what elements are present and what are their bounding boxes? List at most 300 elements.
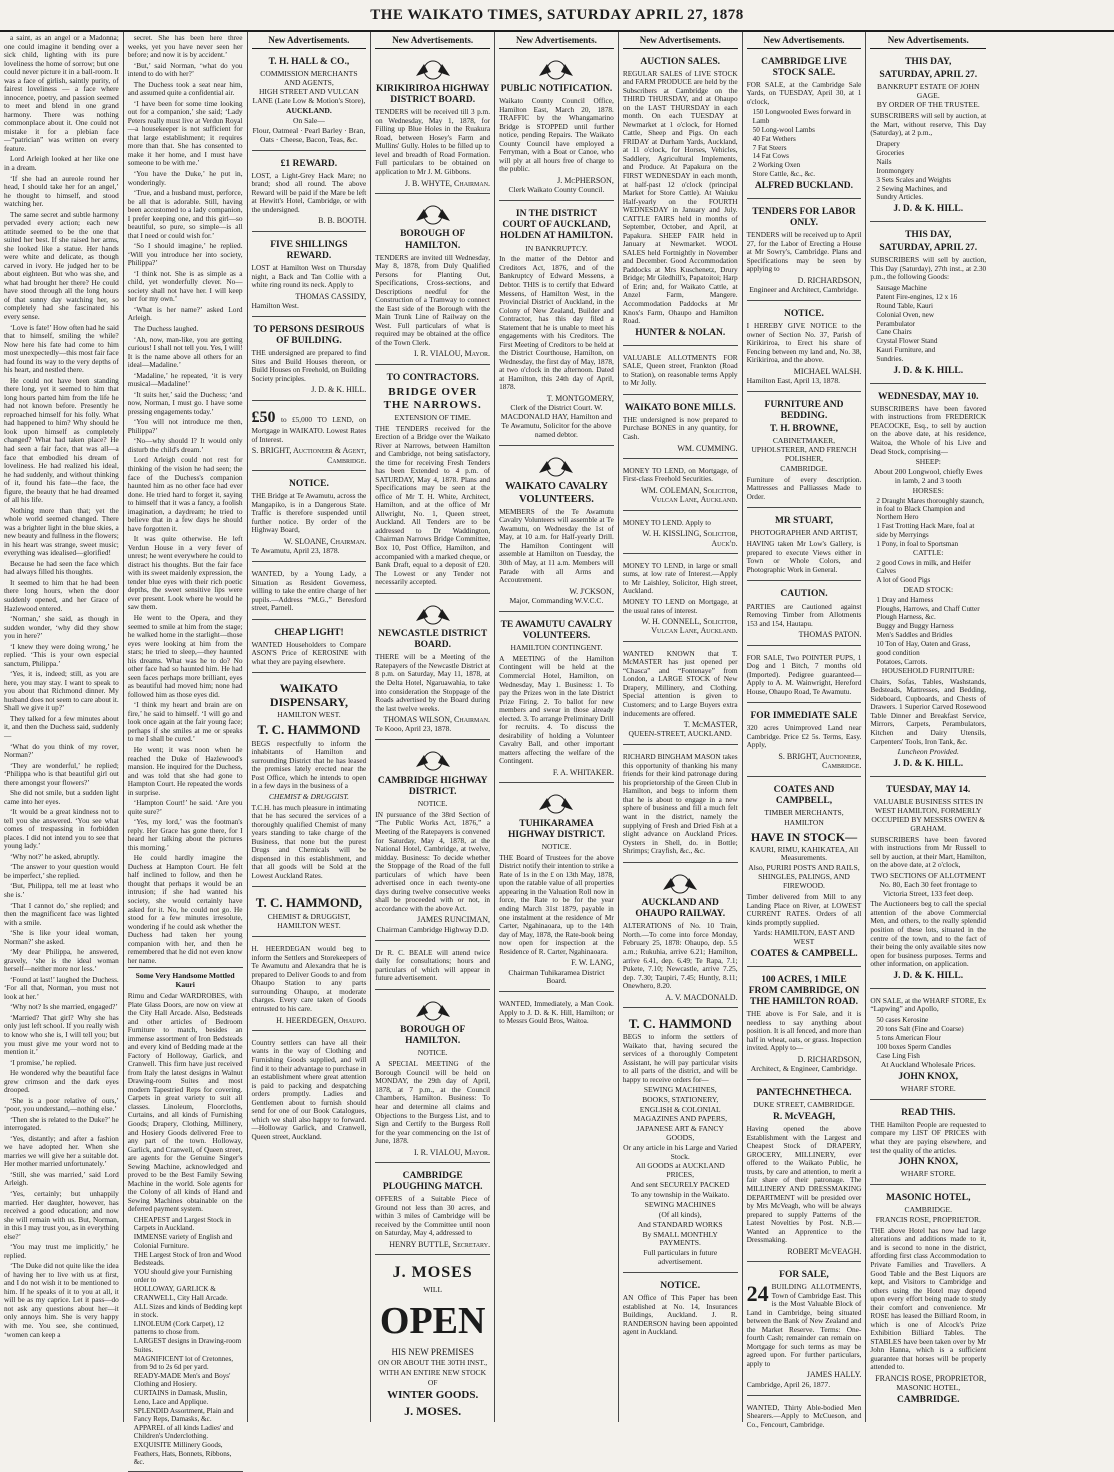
country-body: Country settlers can have all their wants in the way of Clothing and Furnishing Goods supplied, and will find it to their advantage to purchase in an establishment where great attention is paid to packing and despatching orders promptly. Ladies and Gentlemen about to furnish should send for one of our Book Catalogues, which we shall also happy to forward.—Holloway Garlick, and Cranwell, Queen street, Auckland. xyxy=(251,1037,367,1141)
fence-notice-place: Hamilton East, April 13, 1878. xyxy=(746,376,841,386)
masonic-body: THE above Hotel has now had large alterations and additions made to it, and is second to none in the district, affording first class Accommodation to Private Families and Travellers. A Good Table and the Best Liquors are kept, and Visitors to Cambridge and others using the Hotel may depend upon every effort being made to study their comfort and convenience. Mr ROSE has leased the Billiard Room, in which is one of Alcock's Prize Exhibition Billiard Tables. The STABLES have been taken over by Mr John Hanna, which is a sufficient guarantee that horses will be properly attended to. xyxy=(870,1225,987,1372)
day1-body: SUBSCRIBERS will sell by auction, at the Mart, without reserve, This Day (Saturday), at 2 p.m., xyxy=(870,111,987,138)
masonic-sig: FRANCIS ROSE, PROPRIETOR, xyxy=(875,1373,987,1383)
newcastle-body: THERE will be a Meeting of the Ratepayers of the Newcastle District at 8 p.m. on Saturday, May 11, 1878, at the Delta Hotel, Ngaruawahia, to take into consideration the Stoppage of the Roads advertised by the Board during the last twelve weeks. xyxy=(375,652,491,713)
furniture-ad-body: Rimu and Cedar WARDROBES, with Plate Glass Doors, are now on view at the City Hall Arcade. Also, Bedsteads and other articles of Bedroom Furniture to match, besides an immense assortment of Iron Bedsteads and every kind of Bedding made at the Factory of Holloway, Garlick, and Cranwell. This firm have just received from Italy the latest designs in Walnut Drawing-room Suites and most modern Tapestried Reps for covering. Carpets in great variety to suit all classes. Linoleum, Floorcloths, Curtains, and all kinds of Furnishing Goods; Drapery, Clothing, Millinery, and Hosiery Goods delivered Free to any part of the town. Holloway, Garlick, and Cranwell, of Queen street, are agents for the Genuine Singer's Sewing Machine, acknowledged and proved to be the Best Family Sewing Machine in the world. Sole agents for the Colony of all kinds of Hand and Sewing Machines obtainable on the deferred payment system. xyxy=(127,991,243,1214)
day1-item: Drapery xyxy=(876,139,900,148)
contractors-ad xyxy=(375,368,490,594)
story-paragraph: ‘Why not?’ he asked, abruptly. xyxy=(10,851,100,861)
reward5-title: FIVE SHILLINGS REWARD. xyxy=(270,239,348,261)
mcmaster-ad xyxy=(623,645,738,745)
story-paragraph: secret. She has been here three weeks, yet you have never seen her before; and now it is by accident.’ xyxy=(127,33,243,60)
hall-sub: COMMISSION MERCHANTS AND AGENTS, xyxy=(260,68,358,87)
pan-body: Having opened the above Establishment with the Largest and Cheapest Stock of DRAPERY, GROCERY, MILLINERY, ever offered to the Waikato Public, he trusts, by care and attention, to merit a fair share of their patronage. The MILLINERY AND DRESSMAKING DEPARTMENT will be presided over by Mrs McVeagh, who will be always prepared to supply Patterns of the Latest Novelties by Post. N.B.—Wanted an Apprentice to the Dressmaking. xyxy=(746,1124,862,1245)
hammond2-item: SEWING MACHINES, xyxy=(643,1085,717,1095)
fence-notice-title: NOTICE. xyxy=(784,308,824,319)
bridge-notice-title: NOTICE. xyxy=(288,479,329,489)
royal-crest-icon xyxy=(533,455,579,477)
mcmaster-sig: T. McMASTER, xyxy=(683,720,738,730)
cavalry-sig: W. J'CKSON, xyxy=(569,586,614,596)
day2-sale-ad xyxy=(870,225,986,384)
contractors-sub: EXTENSION OF TIME. xyxy=(394,412,471,422)
furniture-ad-item: CHEAPEST and Largest Stock in Carpets in Auckland. xyxy=(133,1215,231,1233)
furniture-ad-item: HOLLOWAY, GARLICK & CRANWELL, City Hall Arcade. xyxy=(133,1285,228,1302)
wharf-place: WHARF STORE. xyxy=(900,1083,956,1093)
stuart-body: HAVING taken Mr Low's Gallery, is prepared to execute Views either in Town or Whole Colors, and Photographic Work in General. xyxy=(746,539,862,574)
moses-of: OF xyxy=(427,1377,438,1387)
loan-amount: £50 xyxy=(251,408,276,426)
story-paragraph: ‘I promise,’ he replied. xyxy=(10,1057,77,1067)
masonic-prop: FRANCIS ROSE, PROPRIETOR. xyxy=(875,1215,981,1225)
tuhikaramea-title: TUHIKARAMEA HIGHWAY DISTRICT. xyxy=(508,818,605,840)
auction-title: AUCTION SALES. xyxy=(640,56,721,67)
reward5-ad xyxy=(252,235,367,317)
story-paragraph: He went to the Opera, and they seemed to smile at him from the stage; he walked home in the starlight—those eyes were looking at him from the stars; he tried to sleep,—they haunted his dreams. What was he to do? No other face had so haunted him. He had seen faces perhaps more brilliant, eyes as beautiful had moved him; none had followed him as those eyes did. xyxy=(127,613,243,699)
moses-open: OPEN xyxy=(379,1299,486,1342)
caution-ad xyxy=(747,584,862,645)
allotments-ad xyxy=(623,349,738,395)
column-1-story xyxy=(0,32,124,1422)
royal-crest-icon xyxy=(657,872,703,894)
furniture-ad-item: LINOLEUM (Cork Carpet), 12 patterns to chose from. xyxy=(133,1319,224,1337)
reward5-sig: THOMAS CASSIDY, xyxy=(295,291,367,301)
sale24-body: BUILDING ALLOTMENTS, Town of Cambridge East. This is the Most Valuable Block of Land in Cambridge, being situated between the Bank of New Zealand and the Market Reserve. Terms: One-fourth Cash; remainder can remain on Mortgage for such terms as may be agreed upon. For further particulars, apply to xyxy=(746,1282,862,1368)
wed-cattle: CATTLE: xyxy=(913,548,944,558)
bridge-notice-ad xyxy=(252,474,367,562)
column-3-header: New Advertisements. xyxy=(252,34,367,49)
wed-horses: HORSES: xyxy=(912,485,944,495)
light-ad xyxy=(252,623,367,674)
tue-sale-ad xyxy=(870,780,986,989)
wed-body: SUBSCRIBERS have been favored with instructions from FREDERICK PEACOCKE, Esq., to sell by auction on the above date, at his residence, Waitoa, the Whole of his Live and Dead Stock, comprising— xyxy=(870,403,987,456)
tecav-sig: F. A. WHITAKER. xyxy=(552,767,614,777)
beale-body: Dr R. C. BEALE will attend twice daily for consultations; hours and particulars of which will appear in future advertisement. xyxy=(375,947,491,983)
day1-item: Groceries xyxy=(876,148,905,157)
dead-stock-item: 1 Dray and Harness xyxy=(876,595,934,604)
day2-item: Round Table, Kauri xyxy=(876,301,934,310)
kirikiriroa-sig: J. B. WHYTE, Chairman. xyxy=(404,178,491,188)
country-ad xyxy=(252,1034,367,1147)
coates-body3: Timber delivered from Mill to any Landing Place on River, at LOWEST CURRENT RATES. Orders of all kinds promptly supplied. xyxy=(746,891,862,927)
court-title: IN THE DISTRICT COURT OF AUCKLAND, HOLDEN AT HAMILTON. xyxy=(500,209,613,242)
story-paragraph: ‘What is her name?’ asked Lord Arleigh. xyxy=(127,304,243,323)
hammond-name: T. C. HAMMOND, xyxy=(255,895,363,911)
mason-ad xyxy=(623,748,738,862)
furniture-ad xyxy=(128,967,243,1472)
livestock-item: 50 Long-wool Lambs xyxy=(752,125,815,134)
story-paragraph: Lord Arleigh looked at her like one in a dream. xyxy=(4,154,119,172)
governess-ad xyxy=(252,565,367,620)
furniture-ad-item: APPAREL of all kinds Ladies' and Children's Underclothing. xyxy=(133,1423,234,1441)
column-5-header: New Advertisements. xyxy=(499,34,614,49)
cavalry-ad xyxy=(499,449,614,612)
story-paragraph: ‘I knew they were doing wrong,’ he replied. ‘This is your own especial sanctum, Philippa.’ xyxy=(4,641,119,668)
livestock-item: 40 Fat Wethers xyxy=(752,134,796,143)
day2-item: Crystal Flower Stand xyxy=(876,337,938,346)
wed-house: HOUSEHOLD FURNITURE: xyxy=(881,665,975,675)
coates-title: COATES AND CAMPBELL, xyxy=(773,784,835,806)
bridge-notice-sig: W. SLOANE, Chairman. xyxy=(283,536,367,546)
bone-title: WAIKATO BONE MILLS. xyxy=(624,402,736,413)
immediate-sig: S. BRIGHT, Auctioneer, Cambridge. xyxy=(778,751,862,771)
column-8-ads xyxy=(866,32,990,1422)
coates-sig: COATES & CAMPBELL. xyxy=(750,948,858,959)
hall-goods: Flour, Oatmeal · Pearl Barley · Bran, Oats · Cheese, Bacon, Teas, &c. xyxy=(252,125,366,144)
furniture-ad-item: READY-MADE Men's and Boys' Clothing and Hosiery. xyxy=(133,1371,231,1389)
hammond2-item: Full particulars in future advertisement. xyxy=(643,1248,718,1267)
wharf-item: 5 tons American Flour xyxy=(876,1033,941,1042)
day1-sig: J. D. & K. HILL. xyxy=(893,203,964,214)
dead-stock-item: Buggy and Buggy Harness xyxy=(876,622,954,631)
borough-title: BOROUGH OF HAMILTON. xyxy=(400,229,466,251)
cavalry-body: MEMBERS of the Te Awamutu Cavalry Volunteers will assemble at Te Awamutu, on Wednesday the 1st of May, at 10 a.m. for Half-yearly Drill. The Hamilton Contingent will assemble at Hamilton on Tuesday, the 30th of May, at 11 a.m. Members will Parade with all Arms and Accoutrement. xyxy=(499,506,614,585)
railway-sig: A. V. MACDONALD. xyxy=(665,992,738,1002)
bone-mills-ad xyxy=(623,398,738,459)
day1-item: Sundry Articles. xyxy=(876,193,924,202)
day2-item: Perambulator xyxy=(876,319,916,328)
tecav-ad xyxy=(499,615,614,783)
tecav-title: TE AWAMUTU CAVALRY VOLUNTEERS. xyxy=(500,619,613,641)
day2-item: Sausage Machine xyxy=(876,283,927,292)
furniture-ad-item: EXQUISITE Millinery Goods, Feathers, Hats, Bonnets, Ribbons, &c. xyxy=(133,1441,232,1467)
borough-body: TENDERS are invited till Wednesday, May 8, 1878, from Duly Qualified Persons for Planting Out, Specifications, Cross-sections, and Descriptions needful for the Construction of a Tramway to connect the East side of the Borough with the Main Trunk Line of Railway on the West. Full particulars of what is required may be obtained at the office of the Town Clerk. xyxy=(375,252,491,347)
day2-item: Colonial Oven, new xyxy=(876,310,935,319)
day1-item: 2 Sewing Machines, and xyxy=(876,184,948,193)
story-paragraph: It seemed to him that he had been there long hours, when the door suddenly opened, and her Grace of Hazlewood entered. xyxy=(4,577,119,613)
moses-goods: WINTER GOODS. xyxy=(387,1389,479,1402)
hammond2-item: ENGLISH & COLONIAL MAGAZINES AND PAPERS, xyxy=(633,1105,728,1124)
reward-body: LOST, a Light-Grey Hack Mare; no brand; shod all round. The above Reward will be paid if the Mare be left at Hewitt's Hotel, Cambridge, or with the undersigned. xyxy=(251,170,367,214)
contractors-big: BRIDGE OVER THE NARROWS. xyxy=(383,385,482,411)
furniture-ad-title: Some Very Handsome Mottled Kauri xyxy=(135,971,235,990)
plough-title: CAMBRIDGE PLOUGHING MATCH. xyxy=(382,1170,483,1193)
cook-body: WANTED, Immediately, a Man Cook. Apply to J. D. & K. Hill, Hamilton; or to Messrs Gould Bros, Waitoa. xyxy=(499,999,614,1026)
fence-notice-ad xyxy=(747,304,862,392)
masonic-ad xyxy=(870,1188,986,1412)
sale24-num: 24 xyxy=(746,1281,769,1307)
tecav-body: A MEETING of the Hamilton Contingent will be held at the Commercial Hotel, Hamilton, on Wednesday, May 1. Business: 1. To pay the Prizes won in the late District Prize Firing. 2. To ballot for new members and swear in those already elected. 3. To arrange Preliminary Drill for recruits. 4. To discuss the desirability of holding a Volunteer Cavalry Ball, and other important matters affecting the welfare of the Contingent. xyxy=(499,653,614,766)
read-title: READ THIS. xyxy=(901,1107,956,1118)
story-paragraph: ‘But,’ said Norman, ‘what do you intend to do with her?’ xyxy=(127,60,243,79)
livestock-item: 150 Longwooled Ewes forward in Lamb xyxy=(752,108,851,125)
browne-body: Furniture of every description. Mattresses and Palliasses Made to Order. xyxy=(746,474,862,501)
furniture-ad-item: CURTAINS in Damask, Muslin, Leno, Lace and Applique. xyxy=(133,1389,228,1406)
hammond-place: HAMILTON WEST. xyxy=(277,921,341,931)
browne-sub: CABINETMAKER, UPHOLSTERER, AND FRENCH POLISHER, xyxy=(751,436,857,463)
reward5-place: Hamilton West. xyxy=(251,300,299,310)
read-body: THE Hamilton People are requested to compare my LIST OF PRICES with what they are paying elsewhere, and test the quality of the articles. xyxy=(870,1119,987,1155)
story-paragraph: They talked for a few minutes about it, and then the Duchess said, suddenly— xyxy=(4,713,119,740)
column-6-header: New Advertisements. xyxy=(623,34,738,49)
column-3-ads xyxy=(248,32,372,1422)
gage-sale-ad xyxy=(870,52,986,223)
royal-crest-icon xyxy=(410,603,456,625)
building-ad xyxy=(252,320,367,401)
furniture-ad-item: ALL Sizes and kinds of Bedding kept in stock. xyxy=(133,1302,243,1319)
building-title: TO PERSONS DESIROUS OF BUILDING. xyxy=(253,324,365,346)
hammond-sub: CHEMIST & DRUGGIST, xyxy=(267,911,351,921)
public-ad xyxy=(499,52,614,202)
story-paragraph: ‘I think not. She is as simple as a child, yet wonderfully clever. No—society shall not have her. I will keep her for my own.’ xyxy=(127,268,243,304)
dispensary-place: HAMILTON WEST. xyxy=(277,710,341,720)
loan-body: to £5,000 TO LEND, on Mortgage in WAIKATO. Lowest Rates of Interest. xyxy=(251,414,367,444)
read-name: JOHN KNOX, xyxy=(898,1157,959,1168)
horse-item: 1 Fast Trotting Hack Mare, foal at side by Merryings xyxy=(876,522,975,539)
story-paragraph: ‘She is like your ideal woman, Norman?’ she asked. xyxy=(4,928,119,946)
day2-item: Kauri Furniture, and xyxy=(876,346,936,355)
story-paragraph: ‘It would be a great kindness not to tell you she answered. ‘You see what comes of trespassing in forbidden places. I did not intend you to see that young lady.’ xyxy=(4,807,119,851)
mason-body: RICHARD BINGHAM MASON takes this opportunity of thanking his many friends for their kind patronage during his proprietorship of the Green Club in Hamilton, and begs to inform them that he is about to engage in a new sphere of business and fill a much felt want in the district, namely the supplying of Fresh and Dried Fish at a slight advance on Auckland Prices. Oysters in Shell, do. in Bottle; Shrimps; Crayfish, &c., &c. xyxy=(622,752,738,856)
public-body: Waikato County Council Office, Hamilton East, March 20, 1878. TRAFFIC by the Whangamarino Bridge is STOPPED until further notice, pending Repairs. The Waikato County Council have employed a Ferryman, with a Boat or Canoe, who will ply at all hours free of charge to the public. xyxy=(499,96,614,174)
tecav-sub: HAMILTON CONTINGENT. xyxy=(510,643,603,653)
plough-body: OFFERS of a Suitable Piece of Ground not less than 30 acres, and within 3 miles of Cambridge will be received by the Committee until noon on Saturday, May 4, addressed to xyxy=(375,1194,491,1238)
story-paragraph: ‘The Duke did not quite like the idea of having her to live with us at first, and I do not wish it to be mentioned to him. If he speaks of it to you at all, it will be as my caprice. Let it pass—do not ask any questions about her—it only annoys him. She is very happy with me. You see, she continued, ‘women can keep a xyxy=(4,1261,119,1339)
railway-body: ALTERATIONS of No. 10 Train, North.—To come into force Monday, February 25, 1878: Ohaupo, dep. 5.5 a.m.; Rukuhia, arrive 6.21; Hamilton, arrive 6.41, dep. 6.49; Te Rapa, 7.1; Pukete, 7.10; Newcastle, arrive 7.25, dep. 7.30; Taupiri, 7.45; Huntly, 8.11; Onewhero, 8.20. xyxy=(622,921,738,991)
coates-body: KAURI, RIMU, KAHIKATEA, All Measurements. xyxy=(749,844,859,863)
story-paragraph: ‘I have been for some time looking out for a companion,’ she said; ‘Lady Peters really must live at Verdun Royal—a housekeeper is not sufficient for that large establishment; it requires more than that. She has consented to make it her home, and I must have someone to be with me.’ xyxy=(127,98,243,168)
cambridge-highway-title: CAMBRIDGE HIGHWAY DISTRICT. xyxy=(377,775,488,797)
story-paragraph: ‘I think my heart and brain are on fire,’ he said to himself. ‘I will go and look once again at the fair young face; perhaps if she smiles at me or speaks to me I shall be cured.’ xyxy=(127,700,243,744)
dispensary-trade: CHEMIST & DRUGGIST. xyxy=(268,791,349,801)
labour-sig: D. RICHARDSON, xyxy=(797,275,862,285)
money2-ad xyxy=(623,514,738,554)
story-paragraph: ‘If she had an aureole round her head, I should take her for an angel,’ he thought to himself, and stood watching her. xyxy=(4,173,119,209)
sale24-ad xyxy=(747,1265,862,1396)
horse-item: 2 Draught Mares thoroughly staunch, in foal to Black Champion and Northern Hero xyxy=(876,496,984,522)
stuart-ad xyxy=(747,511,862,581)
story-paragraph: The same secret and subtle harmony pervaded every action; each new attitude seemed to be the one that suited her best. If she raised her arms, she looked like a statue. Her hands were white and delicate, as though carved in ivory. He judged her to be about eighteen. But who was she, and what had brought her there? He could have stood through all the long hours of that sunny day watching her, so completely had she fascinated his every sense. xyxy=(4,209,119,321)
story-paragraph: He could hardly imagine the Duchess at Hampton Court. He felt half inclined to follow, and then he thought that perhaps it would be an intrusion; if she had wanted his society, she would certainly have asked for it. No, he could not go. He stood for a few minutes irresolute, wondering if he could ask whether the Duchess had taken her young companion with her, and then he remembered that he did not even know her name. xyxy=(127,853,243,965)
story-paragraph: He could not have been standing there long, yet it seemed to him that long hours parted him from the life he had not known before. Presently he reproached himself for his folly. What had happened to him? Why should he look upon himself as completely changed? What had taken place? He had seen a fair face, that was all—a face that embodied his dream of loveliness. He had realized his ideal, he had suddenly, and without thinking of it, found his fate—the face, the figure, the beauty that he had dreamed of all his life. xyxy=(4,375,119,505)
money-ad xyxy=(623,462,738,511)
story-paragraph: ‘You may trust me implicitly,’ he replied. xyxy=(4,1242,119,1260)
dispensary-name: T. C. HAMMOND xyxy=(257,722,361,738)
livestock-body: FOR SALE, at the Cambridge Sale Yards, on TUESDAY, April 30, at 1 o'clock, xyxy=(746,79,862,106)
labour-ad xyxy=(747,202,862,301)
coates-place: HAMILTON xyxy=(784,817,824,827)
hammond2-item: Or any article in his Large and Varied Stock. xyxy=(623,1142,738,1161)
column-7-ads xyxy=(743,32,867,1429)
acres-title: 100 ACRES, 1 MILE FROM CAMBRIDGE, ON THE HAMILTON ROAD. xyxy=(748,974,860,1008)
caution-sig: THOMAS PATON. xyxy=(798,630,862,640)
building-body: THE undersigned are prepared to find Sites and Build Houses thereon, or Build Houses on Freehold, on Building Society principles. xyxy=(251,348,367,383)
story-paragraph: ‘No—why should I? It would only disturb the child's dream.’ xyxy=(127,436,243,454)
mcmaster-place: QUEEN-STREET, AUCKLAND. xyxy=(628,729,732,739)
royal-crest-icon xyxy=(410,203,456,225)
sale24-title: FOR SALE, xyxy=(779,1270,829,1281)
column-2-story xyxy=(124,32,248,1467)
story-paragraph: Because he had seen the face which had always filled his thoughts. xyxy=(4,558,119,577)
auction-ad xyxy=(623,52,738,346)
story-paragraph: ‘Why not? Is she married, engaged?’ xyxy=(10,1002,118,1012)
caution-body: PARTIES are Cautioned against Removing Timber from Allotments 153 and 154, Hautapu. xyxy=(746,601,862,628)
story-paragraph: ‘So I should imagine,’ he replied. ‘Will you introduce her into society, Philippa?’ xyxy=(127,241,243,268)
story-paragraph: Lord Arleigh could not rest for thinking of the vision he had seen; the face of the Duchess's companion haunted him as no other face had ever done. He tried hard to forget it, saying to himself that it was a fancy, a foolish imagination, a daydream; he tried to believe that in a few days he should have forgotten it. xyxy=(127,455,243,533)
browne-ad xyxy=(747,395,862,508)
story-paragraph: a saint, as an angel or a Madonna; one could imagine it bending over a sick child, lighting with its pure loveliness the home of sorrow; but one could never picture it in a ball-room. It was a face of girlish, saintly purity, of fairest loveliness — a face where innocence, poetry, and passion seemed to meet and blend in one grand harmony. There was nothing commonplace about it. One could not mistake it for a plebian face—“patrician” was written on every feature. xyxy=(4,33,119,153)
money3-ad xyxy=(623,557,738,642)
bridge-notice-body: THE Bridge at Te Awamutu, across the Mangapiko, is in a Dangerous State. Traffic is therefore suspended until further notice. By order of the Highway Board, xyxy=(251,491,367,535)
story-paragraph: He went; it was noon when he reached the Duke of Hazlewood's mansion. He inquired for the Duchess, and was told that she had gone to Hampton Court. He repeated the words in surprise. xyxy=(127,744,243,797)
furniture-ad-item: SPLENDID Assortment, Plain and Fancy Reps, Damasks, &c. xyxy=(133,1406,234,1424)
livestock-title: CAMBRIDGE LIVE STOCK SALE. xyxy=(761,56,847,78)
moses-premises: HIS NEW PREMISES xyxy=(391,1347,474,1358)
cambridge-highway-place: Chairman Cambridge Highway D.D. xyxy=(376,924,489,934)
tue-sub: VALUABLE BUSINESS SITES IN WEST HAMILTON, FORMERLY OCCUPIED BY MESSRS OWEN & GRAHAM. xyxy=(871,797,986,833)
acres-place: Architect, & Engineer, Cambridge. xyxy=(750,1064,858,1074)
story-paragraph: ‘Ah, now, man-like, you are getting curious! I shall not tell you. Yes, I will! It is the name above all others for an ideal—Madaline.’ xyxy=(127,334,243,370)
hammond2-item: And sent SECURELY PACKED xyxy=(630,1180,730,1190)
immediate-ad xyxy=(747,706,862,776)
hall-sale: On Sale— xyxy=(292,116,325,125)
kirikiriroa-ad xyxy=(375,52,490,194)
acres-ad xyxy=(747,970,862,1080)
royal-crest-icon xyxy=(533,58,579,80)
newcastle-sig: THOMAS WILSON, Chairman. xyxy=(383,715,491,725)
cavalry-title: WAIKATO CAVALRY VOLUNTEERS. xyxy=(504,481,608,505)
light-body: WANTED Householders to Compare ASON'S Price of KEROSINE with what they are paying elsewhere. xyxy=(251,639,367,666)
pan-sub: DUKE STREET, CAMBRIDGE. xyxy=(753,1100,855,1110)
story-paragraph: ‘What do you think of my rover, Norman?’ xyxy=(4,741,119,760)
money2-body: MONEY TO LEND. Apply to xyxy=(622,517,711,527)
story-paragraph: ‘You will not introduce me then, Philippa?’ xyxy=(127,417,243,435)
mcmaster-body: WANTED KNOWN that T. McMASTER has just opened per “Chasca” and “Fontenaye” from London, a LARGE STOCK of New Drapery, Millinery, and Clothing. Special attention is given to Customers; and to Large Buyers extra inducements are offered. xyxy=(622,648,738,718)
reward5-body: LOST at Hamilton West on Thursday night, a Back and Tan Collie with a white ring round its neck. Apply to xyxy=(251,262,367,290)
day2-title: THIS DAY, xyxy=(905,230,952,241)
browne-place: CAMBRIDGE. xyxy=(780,463,828,473)
cavalry-place: Major, Commanding W.V.C.C. xyxy=(509,595,604,605)
public-title: PUBLIC NOTIFICATION. xyxy=(500,84,613,95)
hammond-chemist-ad xyxy=(252,890,367,937)
fence-notice-sig: MICHAEL WALSH. xyxy=(793,366,862,376)
tue-items: TWO SECTIONS OF ALLOTMENT No. 80, Each 30 feet frontage to Victoria Street, 133 feet deep. xyxy=(870,870,986,898)
caution-title: CAUTION. xyxy=(780,589,828,600)
labour-body: TENDERS will be received up to April 27, for the Labor of Erecting a House at Mr Sowry's, Cambridge. Plans and Specifications may be seen by applying to xyxy=(746,230,862,274)
immediate-title: FOR IMMEDIATE SALE xyxy=(750,711,858,722)
public-place: Clerk Waikato County Council. xyxy=(508,185,605,195)
story-paragraph: ‘That I cannot do,’ she replied; and then the magnificent face was lighted with a smile. xyxy=(4,900,119,927)
day1-item: 3 Sets Scales and Weights xyxy=(876,175,952,184)
contractors-title: TO CONTRACTORS. xyxy=(386,372,479,383)
office-body: AN Office of This Paper has been established at No. 14, Insurances Buildings, Auckland. J. R. RANDERSON having been appointed agent in Auckland. xyxy=(622,1293,738,1337)
dead-stock-item: Ploughs, Harrows, and Chaff Cutter xyxy=(876,604,980,613)
masonic-town: CAMBRIDGE. xyxy=(896,1395,960,1406)
money-sig: WM. COLEMAN, Solicitor, Vulcan Lane, Auckland. xyxy=(641,485,738,505)
story-paragraph: She did not smile, but a sudden light came into her eyes. xyxy=(4,788,119,806)
wed-dead: DEAD STOCK: xyxy=(903,584,954,594)
day1-item: Ironmongery xyxy=(876,166,914,175)
wharf-body: ON SALE, at the WHARF STORE, Ex “Lapwing” and Apollo, xyxy=(870,995,987,1014)
wed-sig: J. D. & K. HILL. xyxy=(893,758,964,769)
masonic-title: MASONIC HOTEL, xyxy=(886,1193,971,1204)
wed-houseitems: Chairs, Sofas, Tables, Washstands, Bedsteads, Mattresses, and Bedding, Sideboard, Cupboards, and Chests of Drawers. 1 Superior Carved Rosewood Table Dinner and Breakfast Service, Mirrors, Carpets, Perambulators, Kitchen and Dairy Utensils, Carpenters' Tools, Iron Tank, &c. xyxy=(870,676,987,746)
cattle-item: A lot of Good Pigs xyxy=(876,576,931,585)
hammond2-body: BEGS to inform the settlers of Waikato that, having secured the services of a thoroughly Competent Assistant, he will pay particular visits to all parts of the district, and will be happy to receive orders for— xyxy=(622,1032,738,1084)
cambridge-highway-body: IN pursuance of the 38rd Section of “The Public Works Act, 1876,” a Meeting of the Ratepayers is convened for Saturday, May 4, 1878, at the National Hotel, Cambridge, at twelve, midday. Business: To decide whether the Stoppage of the Road of the full particulars of which have been advertised once in each twenty-one days during twelve consecutive weeks shall be proceeded with or not, in accordance with the above Act. xyxy=(375,809,491,913)
bridge-notice-place: Te Awamutu, April 23, 1878. xyxy=(251,546,340,556)
pups-ad xyxy=(747,649,862,704)
tue-title: TUESDAY, MAY 14. xyxy=(886,785,971,796)
plough-sig: HENRY BUTTLE, Secretary. xyxy=(389,1239,491,1249)
coates-yards: Yards: HAMILTON, EAST AND WEST xyxy=(753,928,855,946)
livestock-item: Store Cattle, &c., &c. xyxy=(752,170,816,179)
story-paragraph: ‘Hampton Court!’ he said. ‘Are you quite sure?’ xyxy=(127,798,243,816)
hammond2-item: JAPANESE ART & FANCY GOODS, xyxy=(636,1123,724,1142)
columns xyxy=(0,32,1114,1467)
story-paragraph: ‘Yes, it is, indeed; still, as you are here, you may stay. I want to speak to you about that Richmond dinner. My husband does not seem to care about it. Shall we give it up?’ xyxy=(4,669,119,713)
story-paragraph: Nothing more than that; yet the whole world seemed changed. There was a brighter light in the blue skies, a new beauty and fullness in the flowers; in his heart was strange, sweet music; everything was idealised—glorified! xyxy=(4,505,119,558)
wed-sale-ad xyxy=(870,387,986,777)
stuart-sub: PHOTOGRAPHER AND ARTIST, xyxy=(750,528,858,538)
story-paragraph: ‘You have the Duke,’ he put in, wonderingly. xyxy=(127,168,243,187)
newcastle-ad xyxy=(375,597,490,741)
money-body: MONEY TO LEND, on Mortgage, of First-class Freehold Securities. xyxy=(622,465,738,484)
wharf-note: At Auckland Wholesale Prices. xyxy=(880,1059,976,1069)
masthead-title: THE WAIKATO TIMES, SATURDAY APRIL 27, 1878 xyxy=(0,0,1114,32)
cook-ad xyxy=(499,995,614,1032)
heerdegan-body: H. HEERDEGAN would beg to inform the Settlers and Storekeepers of Te Awamutu and Alexandra that he is prepared to Deliver Goods to and from Ohaupo Station to any parts surrounding Ohaupo, at moderate charges. Every care taken of Goods entrusted to his care. xyxy=(251,944,367,1014)
heerdegan-ad xyxy=(252,940,367,1031)
browne-name: T. H. BROWNE, xyxy=(769,424,839,435)
column-4-header: New Advertisements. xyxy=(375,34,490,49)
money3-sig: W. H. CONNELL, Solicitor, Vulcan Lane, Auckland. xyxy=(641,617,738,636)
coates-ad xyxy=(747,780,862,967)
railway-title: AUCKLAND AND OHAUPO RAILWAY. xyxy=(635,898,726,920)
moses-sig: J. MOSES. xyxy=(404,1404,462,1419)
day2-date: SATURDAY, APRIL 27. xyxy=(879,243,978,254)
borough-sig: I. R. VIALOU, Mayor. xyxy=(413,349,491,359)
livestock-sig: ALFRED BUCKLAND. xyxy=(754,180,854,191)
wharf-item: 20 tons Salt (Fine and Coarse) xyxy=(876,1024,964,1033)
hall-town: AUCKLAND. xyxy=(286,106,332,116)
tuhikaramea-sig: F. W. LANG, xyxy=(571,958,614,968)
sale24-place: Cambridge, April 26, 1877. xyxy=(746,1379,831,1389)
cambridge-highway-ad xyxy=(375,743,490,940)
story-paragraph: ‘It suits her,’ said the Duchess; ‘and now, Norman, I must go. I have some pressing engagements today.’ xyxy=(127,389,243,416)
story-paragraph: He wondered why the beautiful face grew crimson and the dark eyes drooped. xyxy=(4,1068,119,1095)
moses-will: WILL xyxy=(423,1284,443,1294)
story-paragraph: ‘Found at last!’ laughed the Duchess. ‘For all that, Norman, you must not look at her.’ xyxy=(4,974,119,1001)
story-paragraph: ‘Married? That girl? Why she has only just left school. If you really wish to know who she is, I will tell you; but you must give me your word not to mention it.’ xyxy=(4,1012,119,1057)
wharf-item: 100 boxes Sperm Candles xyxy=(876,1042,952,1051)
story-paragraph: ‘She is a poor relative of ours,’ ‘poor, you understand,—nothing else.’ xyxy=(4,1095,119,1114)
moses-ad xyxy=(375,1258,490,1424)
immediate-body: 320 acres Unimproved Land near Cambridge. Price £2 5s. Terms, Easy. Apply, xyxy=(746,723,862,750)
day2-item: Sundries. xyxy=(876,355,904,364)
loan-ad xyxy=(252,404,367,472)
day1-sub: BANKRUPT ESTATE OF JOHN GAGE. xyxy=(877,81,980,100)
tuhikaramea-body: THE Board of Trustees for the above District notify their intention to strike a Rate of 1s in the £ on 13th May, 1878, upon the ratable value of all properties appearing in the Valuation Roll now in force, the Rate to be for the year ending March 31st 1879, payable in one instalment at the residence of Mr Carter, Ngahinaoara, up to the 14th day of May, 1878, the Rate-book being now open for inspection at the Residence of R. Carter, Ngahinaoara. xyxy=(499,852,614,956)
tuhikaramea-place: Chairman Tuhikaramea District Board. xyxy=(508,967,605,986)
dispensary-body2: T.C.H. has much pleasure in intimating that he has secured the services of a thoroughly qualified Chemist of many years standing to take charge of the Business, that none but the purest Drugs and Chemicals will be dispensed in this establishment, and that all goods will be Sold at the Lowest Auckland Rates. xyxy=(251,802,367,880)
column-4-ads xyxy=(371,32,495,1422)
railway-ad xyxy=(623,866,738,1008)
money3-body2: MONEY TO LEND on Mortgage, at the usual rates of interest. xyxy=(622,597,738,615)
moses-stock: WITH AN ENTIRE NEW STOCK xyxy=(379,1367,487,1377)
day1-order: BY ORDER OF THE TRUSTEE. xyxy=(876,100,980,110)
story-paragraph: ‘My dear Philippa, he answered, gravely, ‘she is the ideal woman herself—neither more nor less.’ xyxy=(4,947,119,974)
borough2-title: BOROUGH OF HAMILTON. xyxy=(400,1025,466,1047)
tue-body2: The Auctioneers beg to call the special attention of the above Commercial Men, and others, to the really splendid position of these lots, situated in the centre of the town, and to the fact of their being the only available sites now open for business purposes. Terms and other information, on application. xyxy=(870,899,987,969)
bone-sig: WM. CUMMING. xyxy=(677,443,738,453)
day2-sig: J. D. & K. HILL. xyxy=(893,365,964,376)
dispensary-ad xyxy=(252,676,367,887)
furniture-ad-item: THE Largest Stock of Iron and Wood Bedsteads. xyxy=(133,1250,242,1267)
story-paragraph: ‘True, and a husband must, perforce, be all that is adorable. Still, having been accustomed to a lady companion, I prefer keeping one, and this girl—so beautiful, so pure, so simple—is all that I need or could wish for.’ xyxy=(127,188,243,240)
borough2-sub: NOTICE. xyxy=(417,1048,448,1058)
pan-name: R. McVEAGH, xyxy=(772,1112,835,1123)
allotments-body: VALUABLE ALLOTMENTS FOR SALE, Queen street, Frankton (Road to Station), on reasonable terms Apply to Mr Jolly. xyxy=(622,352,738,388)
